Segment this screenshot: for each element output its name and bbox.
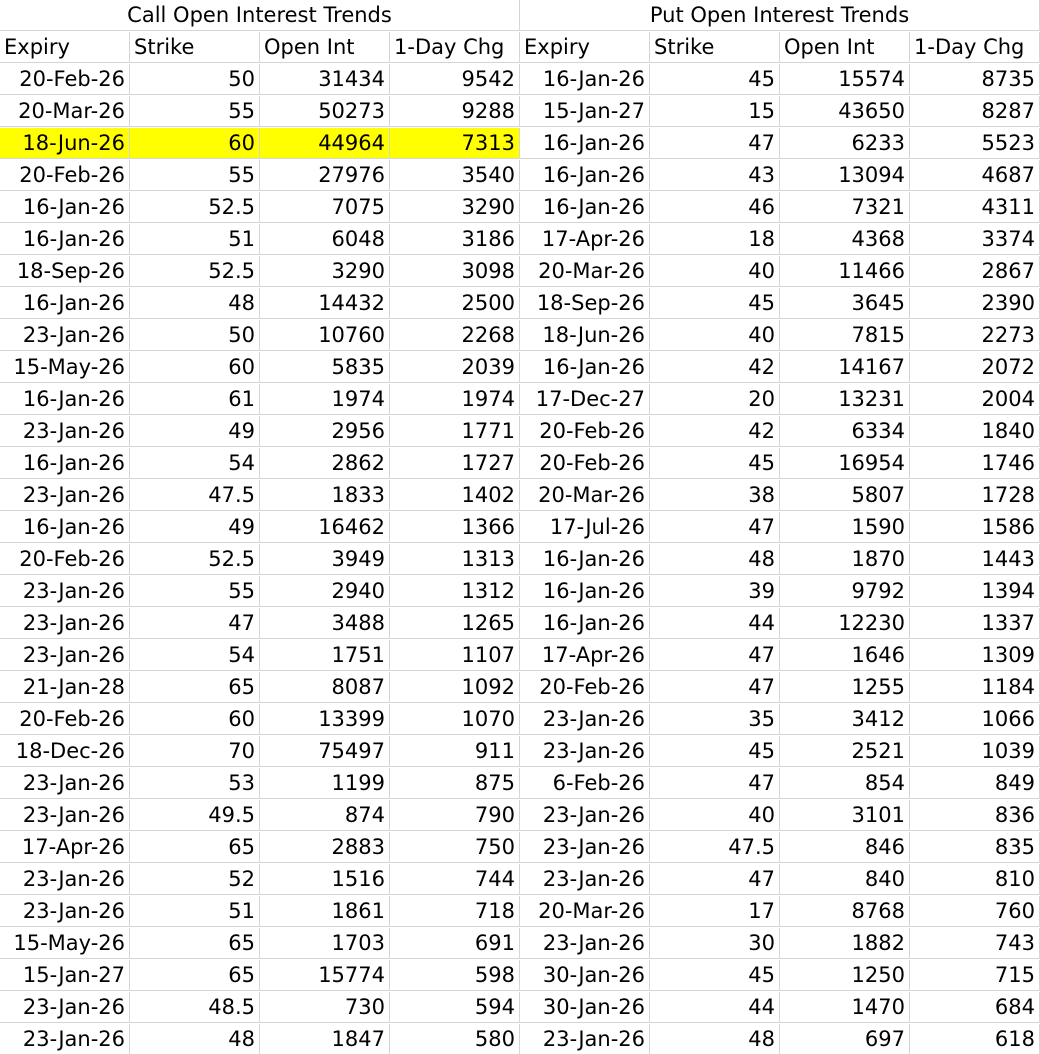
call-1-day-chg-cell[interactable]: 1070 [390,704,520,735]
put-expiry-cell[interactable]: 23-Jan-26 [520,1024,650,1054]
call-strike-cell[interactable]: 52.5 [130,192,260,223]
put-section-title[interactable]: Put Open Interest Trends [520,0,1040,31]
put-1-day-chg-cell[interactable]: 1066 [910,704,1040,735]
call-expiry-cell[interactable]: 20-Feb-26 [0,704,130,735]
call-expiry-cell[interactable]: 23-Jan-26 [0,576,130,607]
table-row [0,384,1040,416]
call-1-day-chg-cell[interactable]: 1402 [390,480,520,511]
call-section-title[interactable]: Call Open Interest Trends [0,0,520,31]
call-expiry-cell[interactable]: 23-Jan-26 [0,800,130,831]
call-strike-cell[interactable]: 51 [130,896,260,927]
put-1-day-chg-cell[interactable]: 743 [910,928,1040,959]
put-1-day-chg-cell[interactable]: 2273 [910,320,1040,351]
put-open-int-cell[interactable]: 3412 [780,704,910,735]
call-expiry-cell[interactable]: 16-Jan-26 [0,224,130,255]
call-expiry-cell[interactable]: 18-Sep-26 [0,256,130,287]
put-strike-cell[interactable]: 45 [650,448,780,479]
put-open-int-cell[interactable]: 1470 [780,992,910,1023]
call-open-int-cell[interactable]: 8087 [260,672,390,703]
put-1-day-chg-cell[interactable]: 8287 [910,96,1040,127]
put-expiry-cell[interactable]: 17-Dec-27 [520,384,650,415]
table-row [0,352,1040,384]
call-open-int-cell[interactable]: 730 [260,992,390,1023]
put-1-day-chg-cell[interactable]: 1309 [910,640,1040,671]
call-open-int-cell[interactable]: 3488 [260,608,390,639]
put-strike-cell[interactable]: 47 [650,672,780,703]
call-open-int-cell[interactable]: 1516 [260,864,390,895]
call-strike-cell[interactable]: 55 [130,96,260,127]
call-1-day-chg-cell[interactable]: 9542 [390,64,520,95]
put-strike-cell[interactable]: 45 [650,736,780,767]
call-open-int-cell[interactable]: 44964 [260,128,390,159]
put-expiry-cell[interactable]: 16-Jan-26 [520,128,650,159]
put-1-day-chg-cell[interactable]: 684 [910,992,1040,1023]
put-expiry-cell[interactable]: 30-Jan-26 [520,992,650,1023]
call-expiry-cell[interactable]: 18-Dec-26 [0,736,130,767]
call-strike-cell[interactable]: 54 [130,640,260,671]
call-open-int-cell[interactable]: 5835 [260,352,390,383]
put-expiry-cell[interactable]: 16-Jan-26 [520,64,650,95]
put-strike-cell[interactable]: 47 [650,768,780,799]
call-expiry-cell[interactable]: 23-Jan-26 [0,768,130,799]
put-strike-cell[interactable]: 43 [650,160,780,191]
call-expiry-cell[interactable]: 16-Jan-26 [0,192,130,223]
call-strike-cell[interactable]: 65 [130,832,260,863]
put-strike-cell[interactable]: 46 [650,192,780,223]
call-strike-cell[interactable]: 49.5 [130,800,260,831]
put-open-int-cell[interactable]: 3645 [780,288,910,319]
call-strike-cell[interactable]: 48 [130,1024,260,1054]
table-row [0,960,1040,992]
put-expiry-cell[interactable]: 30-Jan-26 [520,960,650,991]
put-expiry-cell[interactable]: 23-Jan-26 [520,928,650,959]
put-open-int-cell[interactable]: 7815 [780,320,910,351]
call-expiry-cell[interactable]: 23-Jan-26 [0,640,130,671]
call-1-day-chg-cell[interactable]: 718 [390,896,520,927]
put-strike-cell[interactable]: 47 [650,128,780,159]
put-open-int-cell[interactable]: 1590 [780,512,910,543]
put-expiry-cell[interactable]: 16-Jan-26 [520,608,650,639]
call-open-int-cell[interactable]: 7075 [260,192,390,223]
call-open-int-cell[interactable]: 1751 [260,640,390,671]
put-expiry-cell[interactable]: 23-Jan-26 [520,832,650,863]
call-1-day-chg-header[interactable]: 1-Day Chg [390,32,520,63]
call-1-day-chg-cell[interactable]: 1771 [390,416,520,447]
put-open-int-cell[interactable]: 1882 [780,928,910,959]
put-open-int-cell[interactable]: 854 [780,768,910,799]
put-1-day-chg-cell[interactable]: 3374 [910,224,1040,255]
call-expiry-cell[interactable]: 15-May-26 [0,352,130,383]
call-strike-cell[interactable]: 48.5 [130,992,260,1023]
call-strike-cell[interactable]: 47.5 [130,480,260,511]
call-expiry-cell[interactable]: 20-Feb-26 [0,160,130,191]
table-row [0,320,1040,352]
put-1-day-chg-cell[interactable]: 2072 [910,352,1040,383]
put-strike-cell[interactable]: 18 [650,224,780,255]
call-strike-cell[interactable]: 48 [130,288,260,319]
put-strike-cell[interactable]: 40 [650,800,780,831]
call-strike-cell[interactable]: 55 [130,160,260,191]
put-open-int-cell[interactable]: 43650 [780,96,910,127]
table-row [0,704,1040,736]
call-expiry-cell[interactable]: 23-Jan-26 [0,1024,130,1054]
header-row [0,32,1040,64]
call-1-day-chg-cell[interactable]: 2039 [390,352,520,383]
table-row [0,160,1040,192]
put-expiry-cell[interactable]: 23-Jan-26 [520,864,650,895]
call-expiry-cell[interactable]: 15-May-26 [0,928,130,959]
put-expiry-header[interactable]: Expiry [520,32,650,63]
put-open-int-cell[interactable]: 16954 [780,448,910,479]
put-expiry-cell[interactable]: 15-Jan-27 [520,96,650,127]
put-open-int-cell[interactable]: 1255 [780,672,910,703]
table-row [0,256,1040,288]
call-strike-cell[interactable]: 52.5 [130,256,260,287]
table-row [0,128,1040,160]
call-open-int-cell[interactable]: 1833 [260,480,390,511]
put-open-int-cell[interactable]: 846 [780,832,910,863]
call-strike-cell[interactable]: 52 [130,864,260,895]
call-expiry-header[interactable]: Expiry [0,32,130,63]
put-strike-cell[interactable]: 38 [650,480,780,511]
put-strike-cell[interactable]: 20 [650,384,780,415]
call-open-int-cell[interactable]: 31434 [260,64,390,95]
call-expiry-cell[interactable]: 23-Jan-26 [0,416,130,447]
call-1-day-chg-cell[interactable]: 1107 [390,640,520,671]
put-strike-cell[interactable]: 40 [650,320,780,351]
put-expiry-cell[interactable]: 17-Apr-26 [520,640,650,671]
call-1-day-chg-cell[interactable]: 750 [390,832,520,863]
call-expiry-cell[interactable]: 17-Apr-26 [0,832,130,863]
call-open-int-cell[interactable]: 13399 [260,704,390,735]
put-expiry-cell[interactable]: 16-Jan-26 [520,192,650,223]
table-row [0,864,1040,896]
put-1-day-chg-header[interactable]: 1-Day Chg [910,32,1040,63]
put-1-day-chg-cell[interactable]: 760 [910,896,1040,927]
call-expiry-cell[interactable]: 23-Jan-26 [0,992,130,1023]
put-strike-cell[interactable]: 47 [650,864,780,895]
put-strike-cell[interactable]: 40 [650,256,780,287]
table-row [0,640,1040,672]
call-expiry-cell[interactable]: 20-Feb-26 [0,64,130,95]
put-strike-cell[interactable]: 47 [650,512,780,543]
put-expiry-cell[interactable]: 23-Jan-26 [520,800,650,831]
call-strike-cell[interactable]: 60 [130,704,260,735]
put-open-int-cell[interactable]: 3101 [780,800,910,831]
call-open-int-cell[interactable]: 27976 [260,160,390,191]
call-strike-cell[interactable]: 65 [130,672,260,703]
call-1-day-chg-cell[interactable]: 1727 [390,448,520,479]
call-expiry-cell[interactable]: 16-Jan-26 [0,288,130,319]
put-strike-cell[interactable]: 17 [650,896,780,927]
put-expiry-cell[interactable]: 18-Jun-26 [520,320,650,351]
table-row [0,608,1040,640]
call-expiry-cell[interactable]: 23-Jan-26 [0,864,130,895]
call-1-day-chg-cell[interactable]: 1974 [390,384,520,415]
call-open-int-cell[interactable]: 16462 [260,512,390,543]
call-strike-cell[interactable]: 54 [130,448,260,479]
call-strike-cell[interactable]: 49 [130,512,260,543]
put-strike-cell[interactable]: 35 [650,704,780,735]
put-1-day-chg-cell[interactable]: 849 [910,768,1040,799]
call-open-int-cell[interactable]: 1861 [260,896,390,927]
put-1-day-chg-cell[interactable]: 1443 [910,544,1040,575]
call-expiry-cell[interactable]: 15-Jan-27 [0,960,130,991]
call-expiry-cell[interactable]: 16-Jan-26 [0,512,130,543]
call-expiry-cell[interactable]: 18-Jun-26 [0,128,130,159]
call-1-day-chg-cell[interactable]: 7313 [390,128,520,159]
put-1-day-chg-cell[interactable]: 715 [910,960,1040,991]
put-open-int-cell[interactable]: 8768 [780,896,910,927]
call-1-day-chg-cell[interactable]: 691 [390,928,520,959]
call-open-int-cell[interactable]: 3949 [260,544,390,575]
put-1-day-chg-cell[interactable]: 1394 [910,576,1040,607]
table-row [0,192,1040,224]
call-open-int-cell[interactable]: 1703 [260,928,390,959]
table-row [0,544,1040,576]
call-open-int-cell[interactable]: 15774 [260,960,390,991]
call-expiry-cell[interactable]: 21-Jan-28 [0,672,130,703]
call-open-int-cell[interactable]: 1974 [260,384,390,415]
put-expiry-cell[interactable]: 6-Feb-26 [520,768,650,799]
call-open-int-cell[interactable]: 6048 [260,224,390,255]
put-open-int-header[interactable]: Open Int [780,32,910,63]
call-1-day-chg-cell[interactable]: 598 [390,960,520,991]
put-1-day-chg-cell[interactable]: 1337 [910,608,1040,639]
call-1-day-chg-cell[interactable]: 9288 [390,96,520,127]
put-1-day-chg-cell[interactable]: 1728 [910,480,1040,511]
call-strike-cell[interactable]: 55 [130,576,260,607]
put-1-day-chg-cell[interactable]: 810 [910,864,1040,895]
put-strike-cell[interactable]: 45 [650,288,780,319]
put-1-day-chg-cell[interactable]: 1746 [910,448,1040,479]
put-expiry-cell[interactable]: 16-Jan-26 [520,352,650,383]
put-1-day-chg-cell[interactable]: 1586 [910,512,1040,543]
put-1-day-chg-cell[interactable]: 618 [910,1024,1040,1054]
put-1-day-chg-cell[interactable]: 1184 [910,672,1040,703]
call-open-int-cell[interactable]: 10760 [260,320,390,351]
call-1-day-chg-cell[interactable]: 875 [390,768,520,799]
put-open-int-cell[interactable]: 13231 [780,384,910,415]
put-expiry-cell[interactable]: 18-Sep-26 [520,288,650,319]
put-1-day-chg-cell[interactable]: 5523 [910,128,1040,159]
call-open-int-cell[interactable]: 1199 [260,768,390,799]
put-expiry-cell[interactable]: 20-Mar-26 [520,256,650,287]
call-1-day-chg-cell[interactable]: 790 [390,800,520,831]
call-1-day-chg-cell[interactable]: 2500 [390,288,520,319]
call-1-day-chg-cell[interactable]: 3290 [390,192,520,223]
put-open-int-cell[interactable]: 840 [780,864,910,895]
put-open-int-cell[interactable]: 1646 [780,640,910,671]
call-1-day-chg-cell[interactable]: 3098 [390,256,520,287]
put-expiry-cell[interactable]: 20-Feb-26 [520,416,650,447]
call-open-int-cell[interactable]: 1847 [260,1024,390,1054]
table-row [0,512,1040,544]
put-strike-cell[interactable]: 42 [650,352,780,383]
table-row [0,480,1040,512]
put-strike-cell[interactable]: 48 [650,1024,780,1054]
table-row [0,64,1040,96]
call-open-int-cell[interactable]: 14432 [260,288,390,319]
table-row [0,896,1040,928]
call-strike-cell[interactable]: 65 [130,928,260,959]
put-strike-cell[interactable]: 48 [650,544,780,575]
put-open-int-cell[interactable]: 1250 [780,960,910,991]
put-strike-header[interactable]: Strike [650,32,780,63]
call-1-day-chg-cell[interactable]: 580 [390,1024,520,1054]
call-1-day-chg-cell[interactable]: 3540 [390,160,520,191]
table-row [0,736,1040,768]
call-open-int-cell[interactable]: 3290 [260,256,390,287]
table-row [0,96,1040,128]
table-row [0,576,1040,608]
put-strike-cell[interactable]: 30 [650,928,780,959]
table-row [0,448,1040,480]
put-open-int-cell[interactable]: 11466 [780,256,910,287]
call-open-int-cell[interactable]: 874 [260,800,390,831]
call-1-day-chg-cell[interactable]: 594 [390,992,520,1023]
put-expiry-cell[interactable]: 17-Apr-26 [520,224,650,255]
title-row [0,0,1040,32]
call-strike-cell[interactable]: 49 [130,416,260,447]
call-1-day-chg-cell[interactable]: 1313 [390,544,520,575]
put-1-day-chg-cell[interactable]: 1840 [910,416,1040,447]
put-1-day-chg-cell[interactable]: 2867 [910,256,1040,287]
call-expiry-cell[interactable]: 23-Jan-26 [0,320,130,351]
put-expiry-cell[interactable]: 16-Jan-26 [520,160,650,191]
put-open-int-cell[interactable]: 9792 [780,576,910,607]
put-open-int-cell[interactable]: 1870 [780,544,910,575]
call-strike-cell[interactable]: 47 [130,608,260,639]
call-open-int-header[interactable]: Open Int [260,32,390,63]
put-open-int-cell[interactable]: 14167 [780,352,910,383]
put-strike-cell[interactable]: 45 [650,960,780,991]
table-row [0,832,1040,864]
put-strike-cell[interactable]: 44 [650,992,780,1023]
call-1-day-chg-cell[interactable]: 744 [390,864,520,895]
call-expiry-cell[interactable]: 16-Jan-26 [0,448,130,479]
put-strike-cell[interactable]: 15 [650,96,780,127]
put-open-int-cell[interactable]: 12230 [780,608,910,639]
call-1-day-chg-cell[interactable]: 1092 [390,672,520,703]
put-expiry-cell[interactable]: 16-Jan-26 [520,544,650,575]
put-open-int-cell[interactable]: 6334 [780,416,910,447]
put-strike-cell[interactable]: 47 [650,640,780,671]
call-1-day-chg-cell[interactable]: 2268 [390,320,520,351]
call-open-int-cell[interactable]: 2940 [260,576,390,607]
call-strike-cell[interactable]: 51 [130,224,260,255]
put-1-day-chg-cell[interactable]: 4311 [910,192,1040,223]
call-1-day-chg-cell[interactable]: 1265 [390,608,520,639]
call-strike-cell[interactable]: 60 [130,352,260,383]
call-1-day-chg-cell[interactable]: 3186 [390,224,520,255]
table-row [0,928,1040,960]
put-expiry-cell[interactable]: 20-Feb-26 [520,672,650,703]
call-strike-cell[interactable]: 50 [130,320,260,351]
table-row [0,992,1040,1024]
put-open-int-cell[interactable]: 697 [780,1024,910,1054]
call-open-int-cell[interactable]: 2956 [260,416,390,447]
put-1-day-chg-cell[interactable]: 1039 [910,736,1040,767]
put-open-int-cell[interactable]: 5807 [780,480,910,511]
put-expiry-cell[interactable]: 23-Jan-26 [520,736,650,767]
call-strike-cell[interactable]: 52.5 [130,544,260,575]
put-1-day-chg-cell[interactable]: 836 [910,800,1040,831]
table-row [0,416,1040,448]
call-open-int-cell[interactable]: 75497 [260,736,390,767]
call-1-day-chg-cell[interactable]: 1366 [390,512,520,543]
call-1-day-chg-cell[interactable]: 1312 [390,576,520,607]
table-row [0,672,1040,704]
call-expiry-cell[interactable]: 23-Jan-26 [0,608,130,639]
put-expiry-cell[interactable]: 20-Mar-26 [520,896,650,927]
call-strike-cell[interactable]: 50 [130,64,260,95]
call-expiry-cell[interactable]: 16-Jan-26 [0,384,130,415]
put-open-int-cell[interactable]: 6233 [780,128,910,159]
call-expiry-cell[interactable]: 20-Feb-26 [0,544,130,575]
put-open-int-cell[interactable]: 15574 [780,64,910,95]
put-expiry-cell[interactable]: 20-Feb-26 [520,448,650,479]
call-open-int-cell[interactable]: 50273 [260,96,390,127]
call-strike-cell[interactable]: 53 [130,768,260,799]
put-strike-cell[interactable]: 47.5 [650,832,780,863]
call-strike-cell[interactable]: 60 [130,128,260,159]
call-strike-header[interactable]: Strike [130,32,260,63]
put-expiry-cell[interactable]: 20-Mar-26 [520,480,650,511]
put-1-day-chg-cell[interactable]: 8735 [910,64,1040,95]
table-row [0,288,1040,320]
table-row [0,224,1040,256]
put-1-day-chg-cell[interactable]: 4687 [910,160,1040,191]
call-strike-cell[interactable]: 70 [130,736,260,767]
call-expiry-cell[interactable]: 23-Jan-26 [0,480,130,511]
table-row [0,768,1040,800]
put-open-int-cell[interactable]: 13094 [780,160,910,191]
table-row [0,800,1040,832]
put-strike-cell[interactable]: 39 [650,576,780,607]
call-open-int-cell[interactable]: 2862 [260,448,390,479]
put-open-int-cell[interactable]: 4368 [780,224,910,255]
put-open-int-cell[interactable]: 2521 [780,736,910,767]
call-strike-cell[interactable]: 61 [130,384,260,415]
put-1-day-chg-cell[interactable]: 2004 [910,384,1040,415]
put-strike-cell[interactable]: 42 [650,416,780,447]
call-expiry-cell[interactable]: 23-Jan-26 [0,896,130,927]
put-expiry-cell[interactable]: 16-Jan-26 [520,576,650,607]
put-strike-cell[interactable]: 44 [650,608,780,639]
table-row [0,1024,1040,1054]
put-1-day-chg-cell[interactable]: 835 [910,832,1040,863]
put-expiry-cell[interactable]: 23-Jan-26 [520,704,650,735]
put-expiry-cell[interactable]: 17-Jul-26 [520,512,650,543]
put-1-day-chg-cell[interactable]: 2390 [910,288,1040,319]
put-strike-cell[interactable]: 45 [650,64,780,95]
call-strike-cell[interactable]: 65 [130,960,260,991]
put-open-int-cell[interactable]: 7321 [780,192,910,223]
call-1-day-chg-cell[interactable]: 911 [390,736,520,767]
call-expiry-cell[interactable]: 20-Mar-26 [0,96,130,127]
call-open-int-cell[interactable]: 2883 [260,832,390,863]
